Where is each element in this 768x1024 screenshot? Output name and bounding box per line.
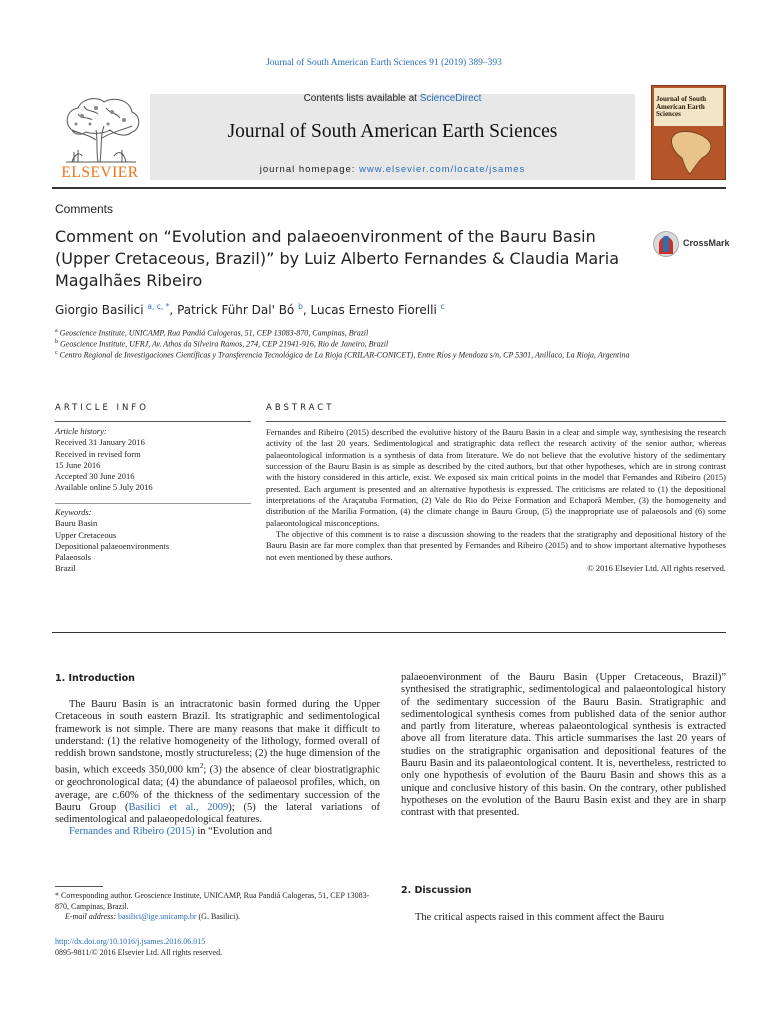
author-name[interactable]: Giorgio Basilici	[55, 303, 144, 317]
history-item: Available online 5 July 2016	[55, 482, 153, 493]
journal-cover[interactable]	[651, 85, 726, 180]
abstract-rule	[266, 421, 726, 422]
body-text: The Bauru Basin is an intracratonic basin formed during the Upper Cretaceous in south eastern Brazil. Its stratigraphic and sedimentological framework is not simple. There are many reasons that make it difficult to understand: (1) the relative homogeneity of the lithology, formed overall of reddish brown sandstone, mostly structureless; (2) the huge dimension of the basin, which exceeds 350,000 km	[55, 699, 380, 776]
journal-title: Journal of South American Earth Sciences	[227, 121, 558, 142]
history-item: Received in revised form	[55, 448, 141, 459]
email-owner: (G. Basilici).	[196, 912, 241, 921]
reference-link[interactable]: Fernandes and Ribeiro (2015)	[69, 826, 195, 838]
email-line	[65, 912, 380, 923]
journal-homepage	[150, 164, 635, 175]
contents-prefix: Contents lists available at	[303, 93, 420, 104]
keyword[interactable]: Upper Cretaceous	[55, 529, 117, 540]
history-item: Accepted 30 June 2016	[55, 471, 135, 482]
abstract-paragraph: The objective of this comment is to raise a discussion showing to the readers that the stratigraphy and depositional history of the Bauru Basin are far more complex than that presented by Fernandes and Ribeiro (2015) and to show important alternative hypotheses not even mentioned by these authors.	[266, 529, 726, 562]
superscript: 2	[199, 762, 204, 771]
affiliation-marker: b	[55, 339, 58, 345]
author-list	[55, 302, 445, 317]
body-paragraph: palaeoenvironment of the Bauru Basin (Upper Cretaceous, Brazil)” synthesised the stratigraphic, sedimentological and palaeontological history of the sedimentary succession of the Bauru Basin. Stratigraphic and sedimentological synthesis comes from published data of the senior author and partly from literature, whereas palaeontological synthesis is extracted above all from literature data. This article summarises the last 20 years of studies on the stratigraphic organisation and depositional features of the Bauru Basin and its palaeontological content. It is, nevertheless, restricted to only one hypothesis of evolution of the Bauru Basin and shows this as a unique and conclusive history of this basin. On the contrary, other published hypotheses on the evolution of the Bauru Basin exist and they are in sharp contrast with that presented.	[401, 672, 726, 819]
history-item: 15 June 2016	[55, 459, 101, 470]
crossmark-label[interactable]: CrossMark	[683, 238, 730, 248]
header-rule	[52, 187, 726, 189]
corresponding-author-footnote	[55, 891, 380, 923]
author-affiliation-marker[interactable]: a, c, *	[147, 302, 170, 311]
keyword[interactable]: Brazil	[55, 563, 76, 574]
body-text: in “Evolution and	[194, 826, 272, 838]
abstract-heading: ABSTRACT	[266, 403, 335, 413]
body-paragraph	[55, 826, 380, 838]
body-column-left	[55, 699, 380, 839]
body-paragraph	[55, 699, 380, 826]
section-heading-introduction: 1. Introduction	[55, 673, 135, 684]
journal-citation[interactable]: Journal of South American Earth Sciences 91 (2019) 389–393	[266, 58, 502, 68]
article-info-heading: ARTICLE INFO	[55, 403, 149, 413]
affiliation-marker: c	[55, 350, 58, 356]
article-title: Comment on “Evolution and palaeoenvironment of the Bauru Basin (Upper Cretaceous, Brazil)” by Luiz Alberto Fernandes & Claudia Maria Magalhães Ribeiro	[55, 227, 619, 290]
author-name[interactable]: Lucas Ernesto Fiorelli	[310, 303, 437, 317]
homepage-link[interactable]: www.elsevier.com/locate/jsames	[359, 164, 526, 175]
article-history	[55, 426, 255, 494]
body-paragraph: The critical aspects raised in this comment affect the Bauru	[415, 912, 665, 923]
body-column-right	[401, 672, 726, 820]
author-name[interactable]: Patrick Führ Dal' Bó	[177, 303, 295, 317]
doi-link[interactable]: http://dx.doi.org/10.1016/j.jsames.2016.06.015	[55, 937, 206, 946]
abstract-copyright: © 2016 Elsevier Ltd. All rights reserved.	[587, 563, 726, 574]
section-heading-discussion: 2. Discussion	[401, 885, 472, 896]
keyword[interactable]: Depositional palaeoenvironments	[55, 540, 170, 551]
keyword[interactable]: Bauru Basin	[55, 518, 98, 529]
author-affiliation-marker[interactable]: b	[298, 302, 303, 311]
author-affiliation-marker[interactable]: c	[440, 302, 445, 311]
article-info-rule	[55, 421, 251, 422]
abstract-body	[266, 427, 726, 574]
corresponding-author-note: * Corresponding author. Geoscience Institute, UNICAMP, Rua Pandiá Calogeras, 51, CEP 13083-870, Campinas, Brazil.	[55, 891, 370, 911]
author-separator: ,	[302, 303, 311, 317]
cover-title: Journal of South American Earth Sciences	[656, 95, 707, 118]
discussion-text	[401, 912, 726, 924]
history-label: Article history:	[55, 426, 107, 436]
affiliation-text: Geoscience Institute, UNICAMP, Rua Pandiá Calogeras, 51, CEP 13083-870, Campinas, Brazil	[59, 328, 369, 338]
affiliation-text: Geoscience Institute, UFRJ, Av. Athos da Silveira Ramos, 274, CEP 21941-916, Rio de Janeiro, Brazil	[60, 339, 389, 349]
elsevier-wordmark: ELSEVIER	[61, 164, 139, 181]
body-text: ; (3) the absence of clear biostratigraphic or geochronological data; (4) the abundance of palaeosol profiles, which, on average, are c.60% of the thickness of the sedimentary succession of the Bauru Group (	[55, 764, 380, 813]
email-label: E-mail address:	[65, 912, 119, 921]
affiliation	[55, 348, 635, 361]
keyword[interactable]: Palaeosols	[55, 552, 91, 563]
contents-line	[150, 93, 635, 104]
footnote-rule	[55, 886, 103, 887]
author-separator: ,	[169, 303, 178, 317]
article-type: Comments	[55, 202, 114, 216]
affiliation-text: Centro Regional de Investigaciones Científicas y Transferencia Tecnológica de La Rioja (CRILAR-CONICET), Entre Ríos y Mendoza s/n, CP 5301, Anillaco, La Rioja, Argentina	[59, 350, 630, 360]
affiliation-marker: a	[55, 328, 58, 334]
keywords	[55, 507, 255, 575]
keywords-rule	[55, 503, 251, 504]
south-america-map-icon	[662, 130, 717, 176]
email-link[interactable]: basilici@ige.unicamp.br	[118, 912, 197, 921]
issn-copyright: 0895-9811/© 2016 Elsevier Ltd. All rights reserved.	[55, 948, 223, 957]
reference-link[interactable]: Basilici et al., 2009	[128, 801, 229, 813]
history-item: Received 31 January 2016	[55, 437, 145, 448]
abstract-paragraph: Fernandes and Ribeiro (2015) described the evolutive history of the Bauru Basin in a clear and simple way, synthesising the research activity of the last 20 years. Sedimentological and stratigraphic data reflect the research activity of the senior author, whereas palaeontological information is a synthesis of data from literature. We do not believe that the evolutive history of the sedimentary succession of the Bauru Basin is as simple as described by the cited authors, but that other hypotheses, which are in strong contrast with the history considered in this article, exist. We exposed six main critical points in the model that Fernandes and Ribeiro (2015) presented. Each argument is presented and an alternative hypothesis is expressed. The criticisms are related to (1) the depositional interpretations of the Araçatuba Formation, (2) Vale do Rio do Peixe Formation and Echaporã Member, (3) the homogeneity and distribution of the Marília Formation, (4) the climate change in Bauru Group, (5) the inappropriate use of palaeosols and (6) some palaeontological misconceptions.	[266, 427, 726, 528]
homepage-prefix: journal homepage:	[259, 164, 360, 175]
sciencedirect-link[interactable]: ScienceDirect	[419, 93, 482, 104]
keywords-label: Keywords:	[55, 507, 92, 517]
body-text: ); (5) the lateral variations of sedimentological and palaeopedological features.	[55, 801, 380, 826]
front-matter-rule	[52, 632, 726, 633]
